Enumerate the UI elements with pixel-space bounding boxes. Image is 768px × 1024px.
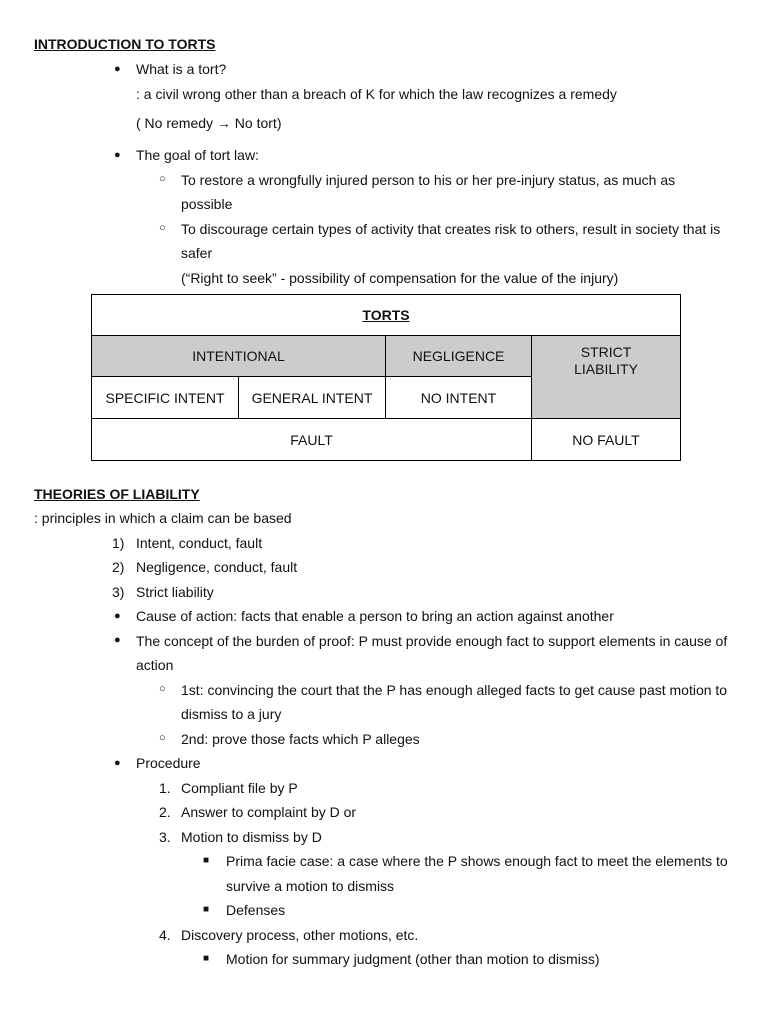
torts-table [91,294,681,461]
cell-no-fault: NO FAULT [532,419,681,461]
summary-judgment: Motion for summary judgment (other than motion to dismiss) [226,951,600,967]
burden-first-line-2: dismiss to a jury [181,706,282,722]
theory-1: Intent, conduct, fault [136,535,263,551]
circle-bullet-icon: ○ [159,173,166,185]
procedure-2: Answer to complaint by D or [181,804,357,820]
bullet-icon: ● [114,757,121,769]
bullet-icon: ● [114,63,121,75]
cell-intentional: INTENTIONAL [92,336,386,377]
prima-facie-line-2: survive a motion to dismiss [226,878,395,894]
list-marker: 4. [159,927,171,943]
defenses: Defenses [226,902,286,918]
circle-bullet-icon: ○ [159,222,166,234]
procedure-heading: Procedure [136,755,201,771]
goal-1-line-2: possible [181,196,233,212]
cell-specific-intent: SPECIFIC INTENT [92,377,239,419]
strict-liability-label: STRICT LIABILITY [574,344,638,377]
bullet-icon: ● [114,634,121,646]
bullet-icon: ● [114,610,121,622]
square-bullet-icon: ■ [203,953,210,964]
procedure-1: Compliant file by P [181,780,298,796]
theories-heading: THEORIES OF LIABILITY [34,486,200,502]
cell-strict-liability [532,336,681,419]
cell-negligence: NEGLIGENCE [386,336,532,377]
cell-fault: FAULT [92,419,532,461]
theory-2: Negligence, conduct, fault [136,559,298,575]
goal-1-line-1: To restore a wrongfully injured person to his or her pre-injury status, as much as [181,172,676,188]
procedure-4: Discovery process, other motions, etc. [181,927,419,943]
burden-line-1: The concept of the burden of proof: P must provide enough fact to support elements in cause of [136,633,728,649]
square-bullet-icon: ■ [203,904,210,915]
intro-definition: : a civil wrong other than a breach of K for which the law recognizes a remedy [136,86,617,102]
bullet-icon: ● [114,149,121,161]
burden-second: 2nd: prove those facts which P alleges [181,731,420,747]
goal-heading: The goal of tort law: [136,147,259,163]
goal-2-line-2: safer [181,245,213,261]
list-marker: 3. [159,829,171,845]
cell-general-intent: GENERAL INTENT [239,377,386,419]
goal-2-line-1: To discourage certain types of activity that creates risk to others, result in society that is [181,221,721,237]
cause-of-action: Cause of action: facts that enable a person to bring an action against another [136,608,614,624]
theory-3: Strict liability [136,584,214,600]
list-marker: 3) [112,584,125,600]
intro-question: What is a tort? [136,61,227,77]
intro-note: ( No remedy → No tort) [136,115,282,131]
circle-bullet-icon: ○ [159,683,166,695]
burden-first-line-1: 1st: convincing the court that the P has enough alleged facts to get cause past motion to [181,682,728,698]
list-marker: 2) [112,559,125,575]
circle-bullet-icon: ○ [159,732,166,744]
theories-intro: : principles in which a claim can be based [34,510,292,526]
square-bullet-icon: ■ [203,855,210,866]
list-marker: 1) [112,535,125,551]
procedure-3: Motion to dismiss by D [181,829,322,845]
list-marker: 2. [159,804,171,820]
intro-heading: INTRODUCTION TO TORTS [34,36,216,52]
cell-no-intent: NO INTENT [386,377,532,419]
goal-2-note: (“Right to seek” - possibility of compensation for the value of the injury) [181,270,619,286]
prima-facie-line-1: Prima facie case: a case where the P shows enough fact to meet the elements to [226,853,728,869]
list-marker: 1. [159,780,171,796]
burden-line-2: action [136,657,174,673]
table-title: TORTS [92,295,681,336]
